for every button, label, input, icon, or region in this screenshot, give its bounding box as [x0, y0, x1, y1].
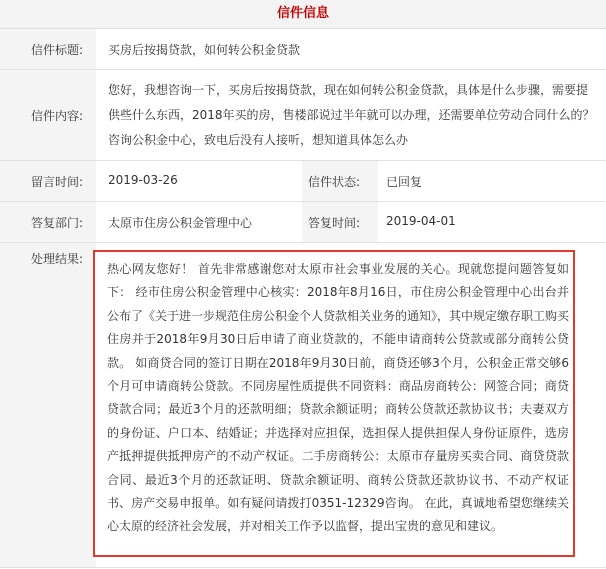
status-label: 信件状态: — [302, 161, 378, 201]
row-message-time — [0, 161, 606, 202]
row-dept — [0, 202, 606, 243]
result-label: 处理结果: — [0, 243, 96, 567]
dept-label: 答复部门: — [0, 202, 96, 242]
row-content — [0, 70, 606, 161]
message-time-label: 留言时间: — [0, 161, 96, 201]
subject-label: 信件标题: — [0, 29, 96, 69]
status-value: 已回复 — [386, 175, 423, 189]
dept-value: 太原市住房公积金管理中心 — [108, 216, 253, 230]
page-title: 信件信息 — [0, 0, 606, 29]
content-value: 您好，我想咨询一下，买房后按揭贷款，现在如何转公积金贷款，具体是什么步骤，需要提供些什么东西，2018年买的房，售楼部说过半年就可以办理，还需要单位劳动合同什么的？咨询公积金中心，致电后没有人接听，想知道具体怎么办 — [108, 83, 595, 147]
message-time-value: 2019-03-26 — [108, 173, 178, 187]
row-subject — [0, 29, 606, 70]
result-value: 热心网友您好！ 首先非常感谢您对太原市社会事业发展的关心。现就您提问题答复如下： 经市住房公积金管理中心核实：2018年8月16日，市住房公积金管理中心出台并公布了《关于进一步规范住房公积金个人贷款相关业务的通知》，其中规定缴存职工购买住房并于2018年9月30日后申请了商业贷款的，不能申请商转公贷款或部分商转公贷款。 如商贷合同的签订日期在2018年9月30日前，商贷还够3个月，公积金正常交够6个月可申请商转公贷款。不同房屋性质提供不同资料：商品房商转公：网签合同；商贷贷款合同；最近3个月的还款明细；贷款余额证明；商转公贷款还款协议书；夫妻双方的身份证、户口本、结婚证；并选择对应担保，选担保人提供担保人身份证原件，选房产抵押提供抵押房产的不动产权证。二手房商转公：太原市存量房买卖合同、商贷贷款合同、最近3个月的还款证明、贷款余额证明、商转公贷款还款协议书、不动产权证书、房产交易申报单。如有疑问请拨打0351-12329咨询。 在此，真诚地希望您继续关心太原的经济社会发展，并对相关工作予以监督，提出宝贵的意见和建议。 — [107, 262, 570, 534]
content-label: 信件内容: — [0, 70, 96, 160]
result-highlight-box — [93, 250, 575, 557]
reply-time-value: 2019-04-01 — [386, 214, 456, 228]
reply-time-label: 答复时间: — [302, 202, 378, 242]
subject-value: 买房后按揭贷款，如何转公积金贷款 — [108, 43, 301, 57]
